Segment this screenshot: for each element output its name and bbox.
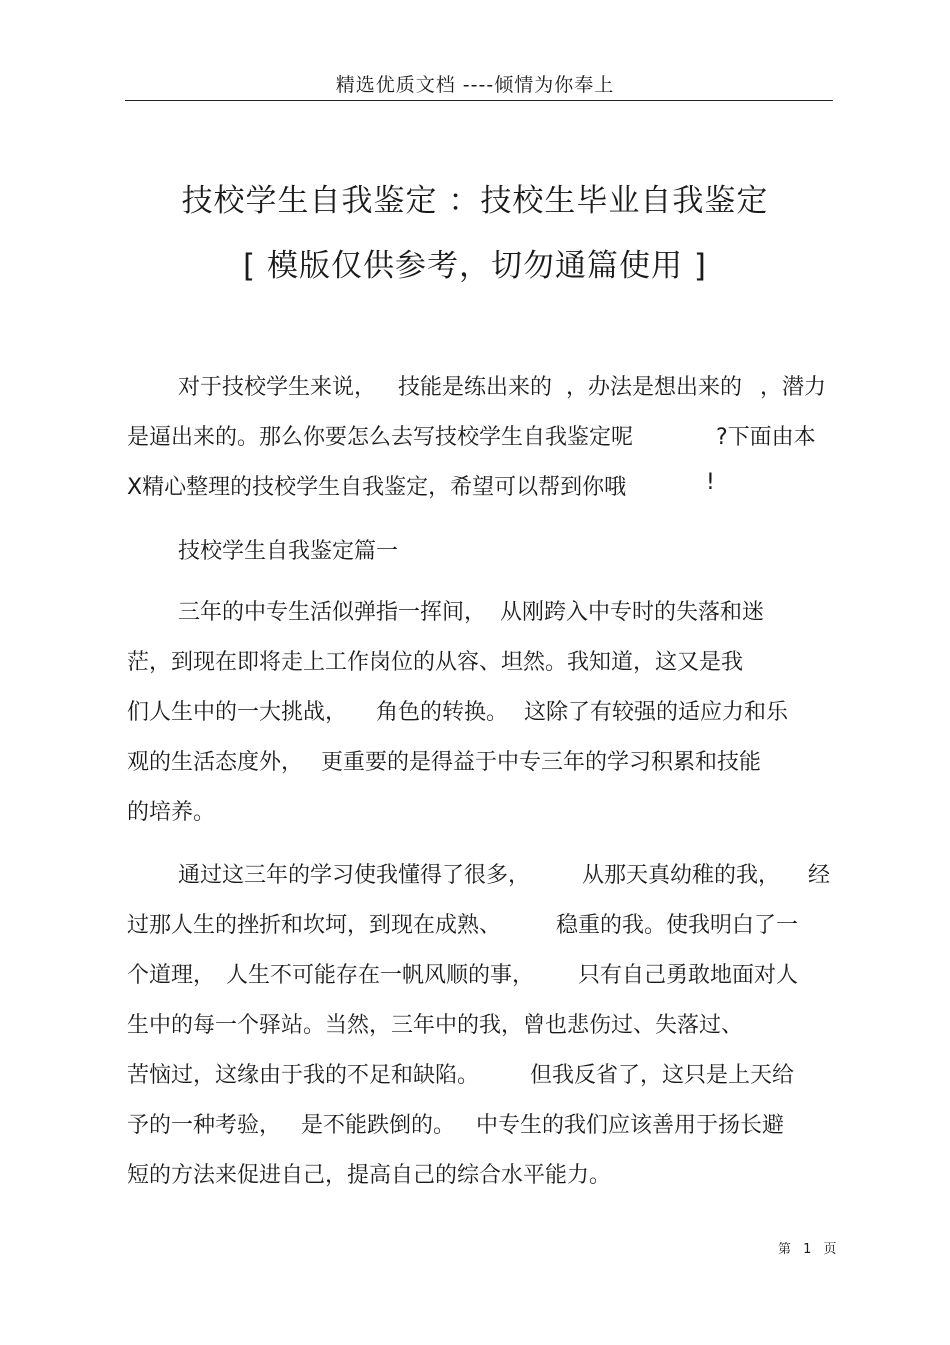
text-segment: 予的一种考验， bbox=[127, 1113, 282, 1138]
text-segment: 三年的中专生活似弹指一挥间， bbox=[178, 600, 487, 625]
paragraph-2-line-2: 茫，到现在即将走上工作岗位的从容、坦然。我知道，这又是我 bbox=[127, 650, 744, 675]
text-segment: 从刚跨入中专时的失落和迷 bbox=[500, 600, 765, 625]
text-segment: ，办法是想出来的 bbox=[566, 375, 743, 400]
document-subtitle: [ 模版仅供参考，切勿通篇使用 ] bbox=[243, 248, 707, 284]
paragraph-3-line-7: 短的方法来促进自己，提高自己的综合水平能力。 bbox=[127, 1163, 612, 1188]
text-segment: 从那天真幼稚的我， bbox=[582, 863, 781, 888]
text-segment: 过那人生的挫折和坎坷，到现在成熟、 bbox=[127, 913, 502, 938]
text-segment: 技能是练出来的 bbox=[398, 375, 553, 400]
text-segment: 中专生的我们应该善用于扬长避 bbox=[476, 1113, 785, 1138]
text-segment: 观的生活态度外， bbox=[127, 750, 304, 775]
text-segment: 经 bbox=[808, 863, 831, 888]
text-segment: 但我反省了，这只是上天给 bbox=[530, 1063, 795, 1088]
text-segment: ?下面由本 bbox=[716, 425, 816, 450]
text-segment: 苦恼过，这缘由于我的不足和缺陷。 bbox=[127, 1063, 480, 1088]
text-segment: 稳重的我。使我明白了一 bbox=[556, 913, 799, 938]
header-divider bbox=[125, 100, 833, 101]
text-segment: 只有自己勇敢地面对人 bbox=[578, 963, 799, 988]
text-segment: 人生不可能存在一帆风顺的事， bbox=[226, 963, 535, 988]
text-segment: 是逼出来的。那么你要怎么去写技校学生自我鉴定呢 bbox=[127, 425, 634, 450]
text-segment: 对于技校学生来说， bbox=[178, 375, 377, 400]
text-segment: 个道理， bbox=[127, 963, 216, 988]
page-header: 精选优质文档 ----倾情为你奉上 bbox=[335, 74, 615, 96]
text-segment: 们人生中的一大挑战， bbox=[127, 700, 348, 725]
text-segment: 是不能跌倒的。 bbox=[301, 1113, 456, 1138]
paragraph-2-line-5: 的培养。 bbox=[127, 800, 216, 825]
text-segment: 角色的转换。 bbox=[376, 700, 509, 725]
text-segment: ，潜力 bbox=[760, 375, 827, 400]
section-heading: 技校学生自我鉴定篇一 bbox=[178, 539, 399, 564]
text-segment: 更重要的是得益于中专三年的学习积累和技能 bbox=[321, 750, 762, 775]
text-segment: 通过这三年的学习使我懂得了很多， bbox=[178, 863, 531, 888]
page-number: 第 1 页 bbox=[778, 1242, 841, 1257]
document-title: 技校学生自我鉴定 ：技校生毕业自我鉴定 bbox=[181, 183, 769, 219]
paragraph-3-line-4: 生中的每一个驿站。当然，三年中的我，曾也悲伤过、失落过、 bbox=[127, 1013, 744, 1038]
text-segment: ! bbox=[706, 470, 715, 495]
text-segment: X精心整理的技校学生自我鉴定，希望可以帮到你哦 bbox=[127, 475, 627, 500]
text-segment: 这除了有较强的适应力和乐 bbox=[524, 700, 789, 725]
